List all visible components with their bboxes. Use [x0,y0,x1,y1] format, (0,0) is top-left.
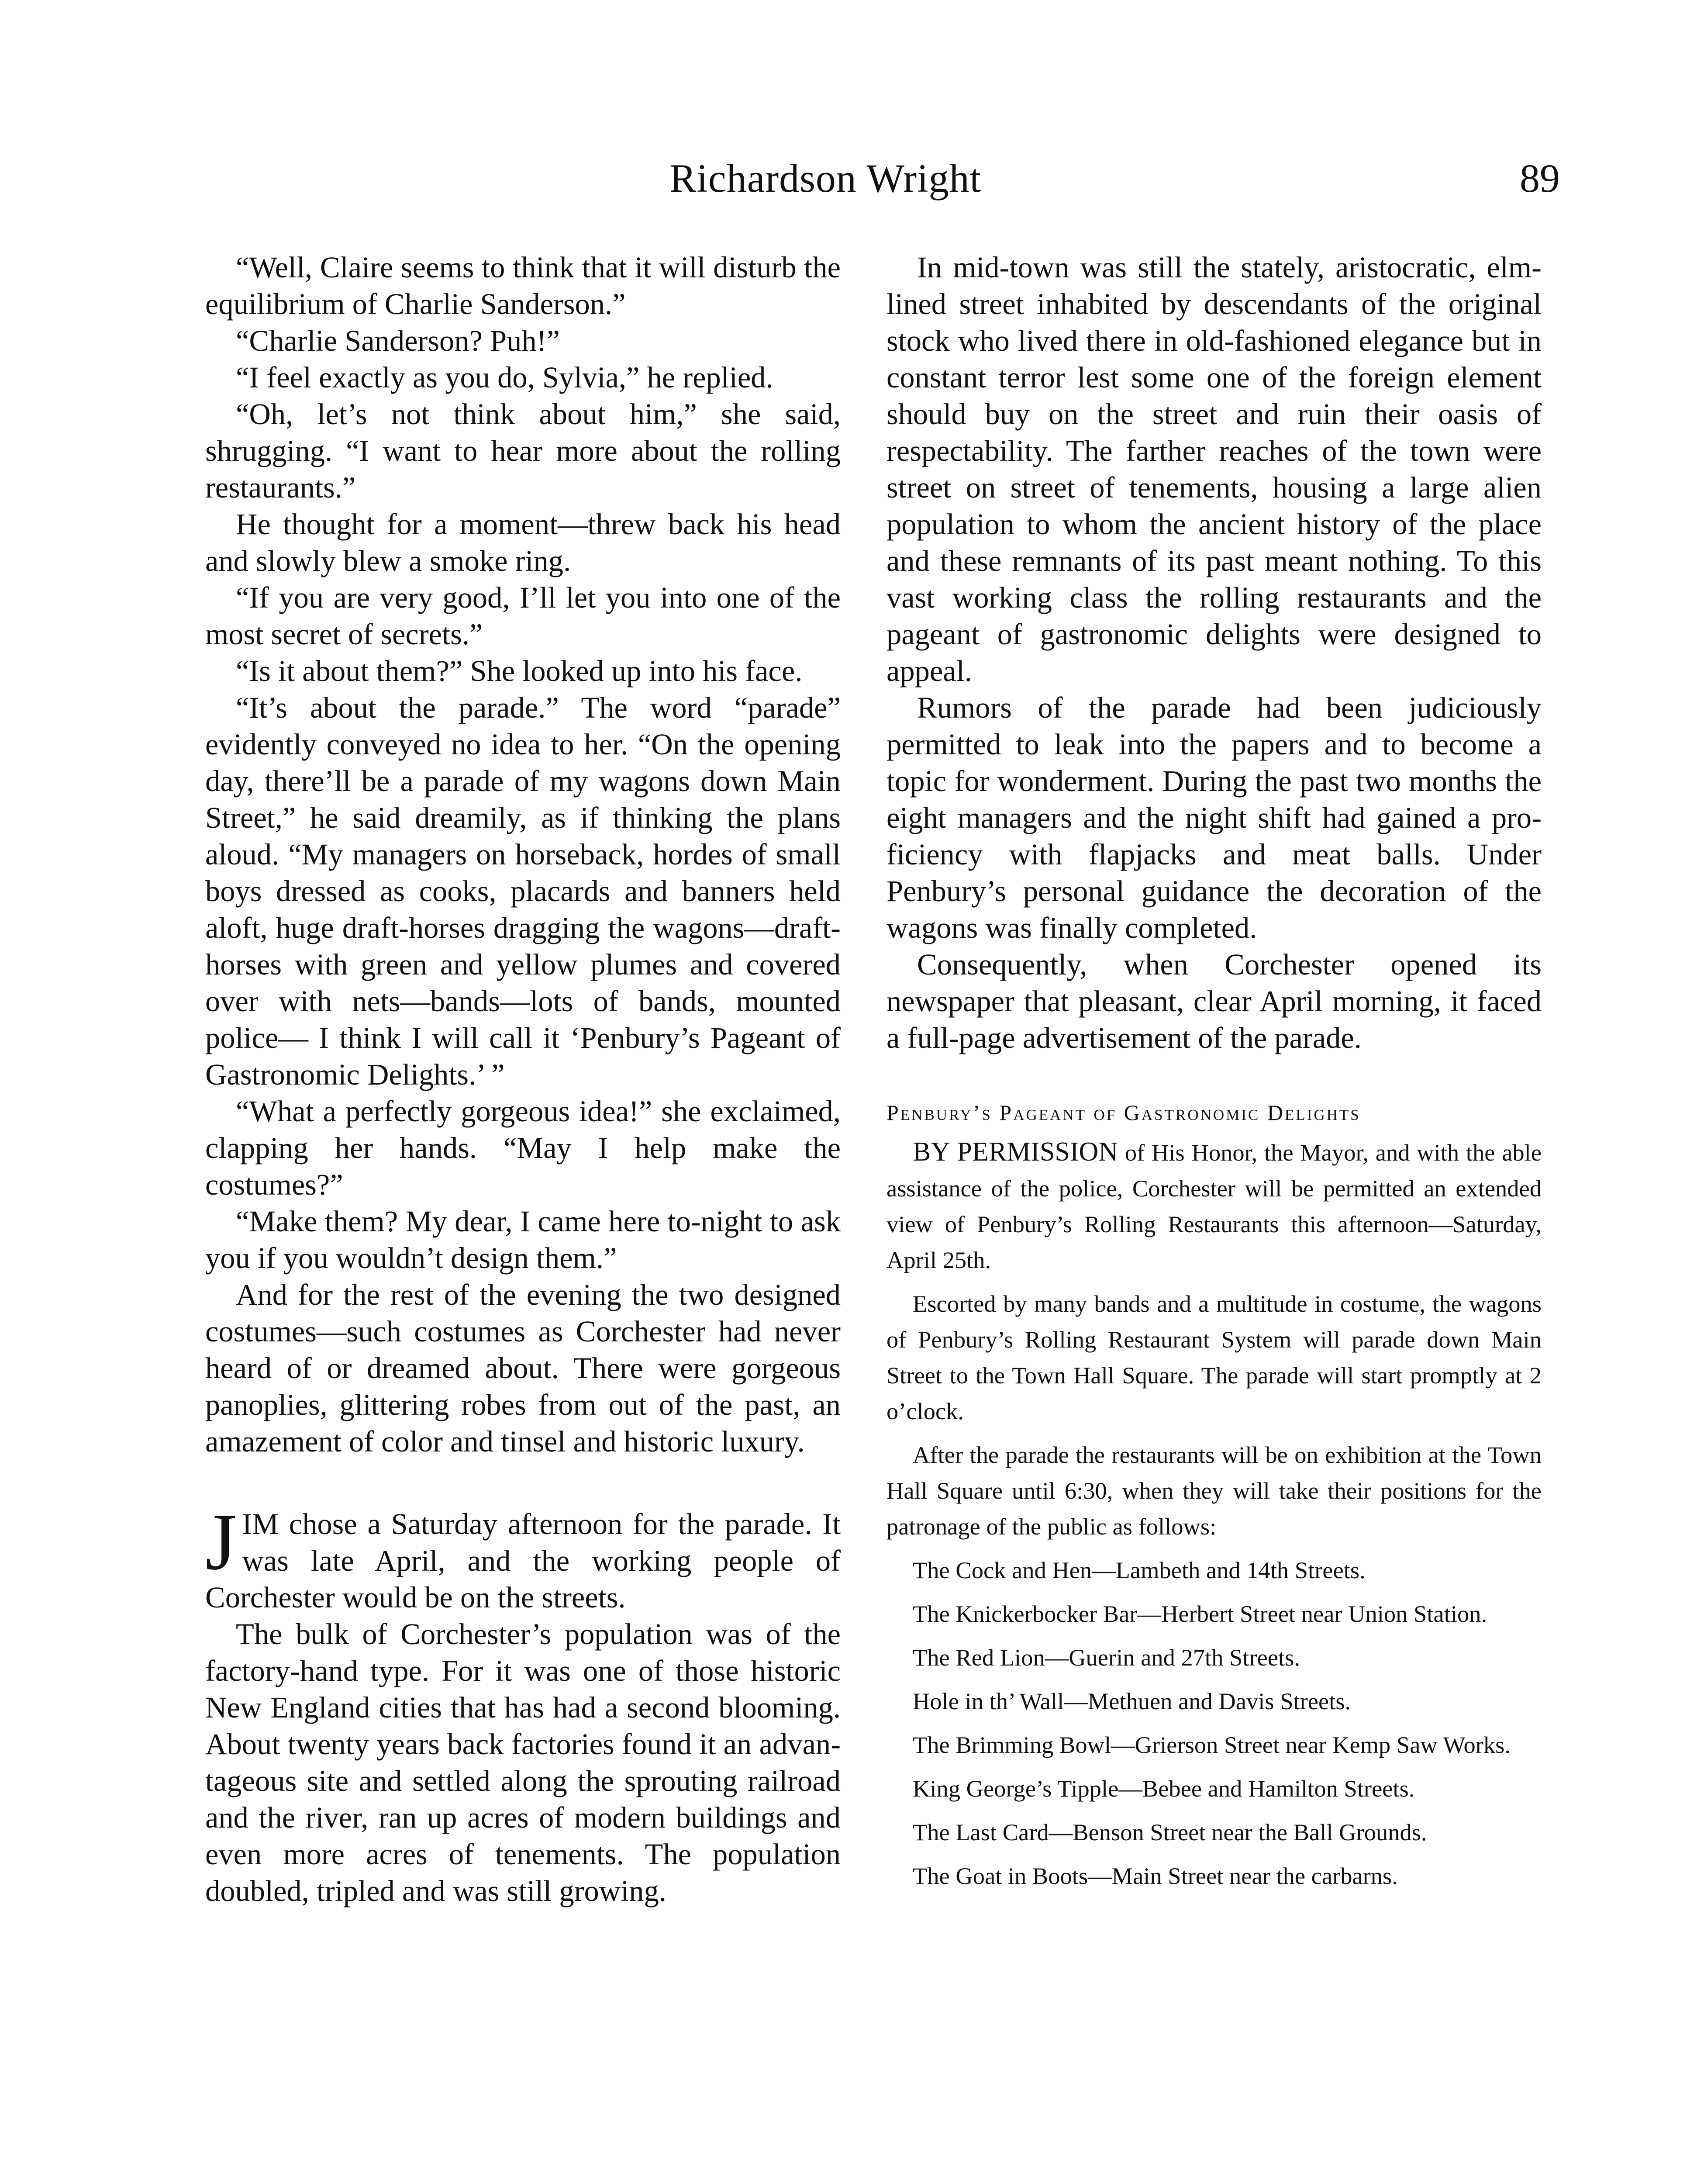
story-continuation [886,249,1542,1056]
left-column [205,249,841,1909]
advertisement-paragraph [886,1134,1542,1278]
advertisement-paragraph: Escorted by many bands and a multitude in costume, the wagons of Penbury’s Rolling Restaurant System will parade down Main Street to the Town Hall Square. The parade will start promptly at 2 o’clock. [886,1290,1542,1424]
paragraph: Consequently, when Corchester opened its newspaper that pleasant, clear April morning, it faced a full-page advertisement of the parade. [886,948,1542,1054]
paragraph: “Is it about them?” She looked up into his face. [236,654,803,688]
section-opening-paragraph [205,1497,841,1616]
section-opening-text: IM chose a Saturday afternoon for the parade. It was late April, and the working people of Corchester would be on the streets. [205,1507,841,1614]
paragraph: “It’s about the parade.” The word “parade” evidently conveyed no idea to her. “On the opening day, there’ll be a parade of my wagons down Main Street,” he said dreamily, as if thinking the plans aloud. “My managers on horseback, hordes of small boys dressed as cooks, placards and banners held aloft, huge draft-horses dragging the wagons—draft-horses with green and yellow plumes and covered over with nets—bands—lots of bands, mounted police— I think I will call it ‘Penbury’s Pageant of Gastronomic Delights.’ ” [205,691,841,1091]
paragraph: “I feel exactly as you do, Sylvia,” he replied. [236,361,773,394]
restaurant-listing: The Knickerbocker Bar—Herbert Street near Union Station. [913,1600,1487,1627]
paragraph: “What a perfectly gorgeous idea!” she exclaimed, clapping her hands. “May I help make the costumes?” [205,1095,841,1201]
drop-cap: J [205,1497,237,1587]
paragraph: “Charlie Sanderson? Puh!” [236,324,560,357]
paragraph: He thought for a moment—threw back his head and slowly blew a smoke ring. [205,508,841,577]
restaurant-listing: King George’s Tipple—Bebee and Hamilton Streets. [913,1775,1415,1802]
advertisement-lead-words: BY PERMISSION [913,1137,1118,1167]
paragraph: “Make them? My dear, I came here to-night to ask you if you wouldn’t design them.” [205,1205,841,1275]
restaurant-listing: The Cock and Hen—Lambeth and 14th Streets. [913,1557,1366,1583]
advertisement-lead-text: of His Honor, the Mayor, and with the able assistance of the police, Corchester will be permitted an extended view of Penbury’s Rolling Restaurants this afternoon—Saturday, April 25th. [886,1139,1542,1273]
restaurant-listing: Hole in th’ Wall—Methuen and Davis Streets. [913,1688,1351,1714]
advertisement-paragraph: After the parade the restaurants will be on exhibition at the Town Hall Square until 6:30, when they will take their positions for the patronage of the public as follows: [886,1441,1542,1540]
running-head: Richardson Wright [669,156,982,200]
restaurant-listing: The Last Card—Benson Street near the Ball Grounds. [913,1819,1427,1845]
advertisement-title: Penbury’s Pageant of Gastronomic Delights [886,1100,1361,1125]
paragraph: “Well, Claire seems to think that it will disturb the equilibrium of Charlie Sanderson.” [205,251,841,321]
restaurant-listing: The Red Lion—Guerin and 27th Streets. [913,1644,1300,1671]
right-column [886,249,1542,1902]
paragraph: Rumors of the parade had been judiciously permitted to leak into the papers and to become a topic for wonderment. During the past two months the eight managers and the night shift had gained a proficiency with flapjacks and meat balls. Under Penbury’s personal guidance the decoration of the wagons was finally completed. [886,691,1542,944]
paragraph: In mid-town was still the stately, aristocratic, elm-lined street inhabited by descendants of the original stock who lived there in old-fashioned elegance but in constant terror lest some one of the foreign element should buy on the street and ruin their oasis of respectability. The farther reaches of the town were street on street of tenements, housing a large alien population to whom the ancient history of the place and these remnants of its past meant nothing. To this vast working class the rolling restaurants and the pageant of gastronomic delights were designed to appeal. [886,251,1542,688]
restaurant-listing: The Brimming Bowl—Grierson Street near Kemp Saw Works. [913,1731,1511,1758]
paragraph: The bulk of Corchester’s population was of the factory-hand type. For it was one of those historic New England cities that has had a second blooming. About twenty years back factories found it an advantageous site and settled along the sprouting railroad and the river, ran up acres of modern buildings and even more acres of tenements. The population doubled, tripled and was still growing. [205,1617,841,1908]
paragraph: And for the rest of the evening the two designed costumes—such costumes as Corchester had never heard of or dreamed about. There were gorgeous panoplies, glittering robes from out of the past, an amazement of color and tinsel and historic luxury. [205,1278,841,1458]
page-number: 89 [1520,156,1560,200]
restaurant-listing: The Goat in Boots—Main Street near the carbarns. [913,1863,1398,1889]
paragraph: “If you are very good, I’ll let you into one of the most secret of secrets.” [205,581,841,651]
paragraph: “Oh, let’s not think about him,” she said, shrugging. “I want to hear more about the rolling restaurants.” [205,397,841,504]
advertisement [886,1100,1542,1894]
